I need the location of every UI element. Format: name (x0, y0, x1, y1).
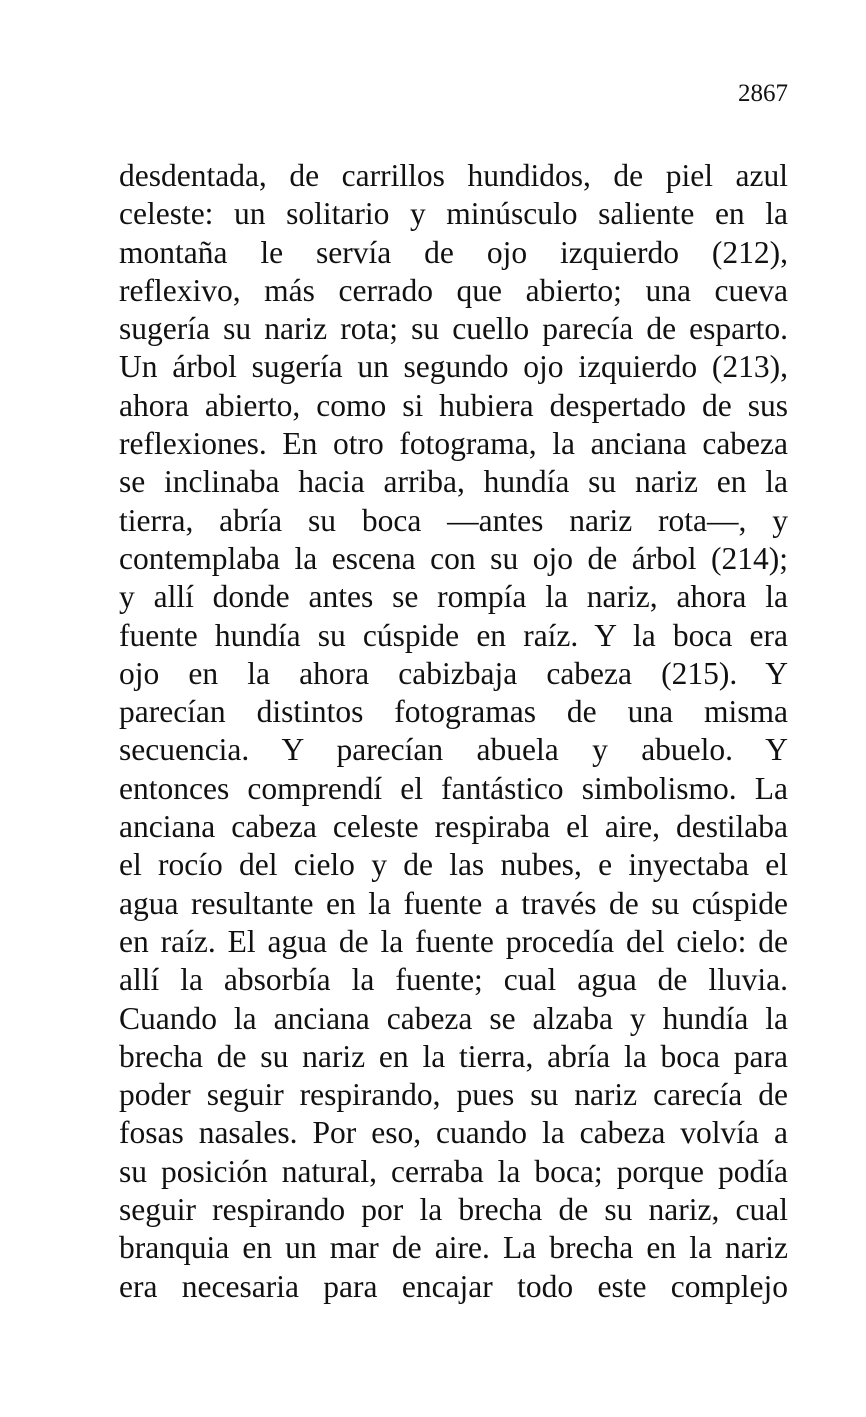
text-line: celeste: un solitario y minúsculo saliente en la (119, 196, 788, 232)
text-line: Un árbol sugería un segundo ojo izquierdo (213), (119, 349, 788, 385)
text-line: reflexiones. En otro fotograma, la anciana cabeza (119, 426, 788, 462)
text-line: allí la absorbía la fuente; cual agua de lluvia. (119, 962, 788, 998)
text-line: seguir respirando por la brecha de su nariz, cual (119, 1192, 788, 1228)
text-line: el rocío del cielo y de las nubes, e inyectaba el (119, 847, 788, 883)
text-line: y allí donde antes se rompía la nariz, ahora la (119, 579, 788, 615)
text-line: sugería su nariz rota; su cuello parecía de esparto. (119, 311, 788, 347)
text-line: poder seguir respirando, pues su nariz carecía de (119, 1077, 788, 1113)
text-line: fosas nasales. Por eso, cuando la cabeza volvía a (119, 1115, 788, 1151)
text-line: agua resultante en la fuente a través de su cúspide (119, 885, 788, 921)
text-line: entonces comprendí el fantástico simbolismo. La (119, 770, 788, 806)
body-paragraph (119, 157, 788, 1306)
text-line: era necesaria para encajar todo este complejo (119, 1268, 788, 1304)
text-line: en raíz. El agua de la fuente procedía del cielo: de (119, 923, 788, 959)
text-line: brecha de su nariz en la tierra, abría la boca para (119, 1038, 788, 1074)
text-line: se inclinaba hacia arriba, hundía su nariz en la (119, 464, 788, 500)
text-line: tierra, abría su boca —antes nariz rota—, y (119, 502, 788, 538)
text-line: fuente hundía su cúspide en raíz. Y la boca era (119, 617, 788, 653)
text-line: ojo en la ahora cabizbaja cabeza (215). Y (119, 655, 788, 691)
text-line: montaña le servía de ojo izquierdo (212), (119, 234, 788, 270)
text-line: Cuando la anciana cabeza se alzaba y hundía la (119, 1000, 788, 1036)
text-line: ahora abierto, como si hubiera despertado de sus (119, 387, 788, 423)
text-line: desdentada, de carrillos hundidos, de piel azul (119, 158, 788, 193)
text-line: anciana cabeza celeste respiraba el aire, destilaba (119, 809, 788, 845)
text-line: branquia en un mar de aire. La brecha en la nariz (119, 1230, 788, 1266)
text-line: reflexivo, más cerrado que abierto; una cueva (119, 272, 788, 308)
text-line: parecían distintos fotogramas de una misma (119, 694, 788, 730)
text-line: su posición natural, cerraba la boca; porque podía (119, 1153, 788, 1189)
page-number: 2867 (738, 80, 788, 107)
text-line: contemplaba la escena con su ojo de árbol (214); (119, 540, 788, 576)
text-line: secuencia. Y parecían abuela y abuelo. Y (119, 732, 788, 768)
